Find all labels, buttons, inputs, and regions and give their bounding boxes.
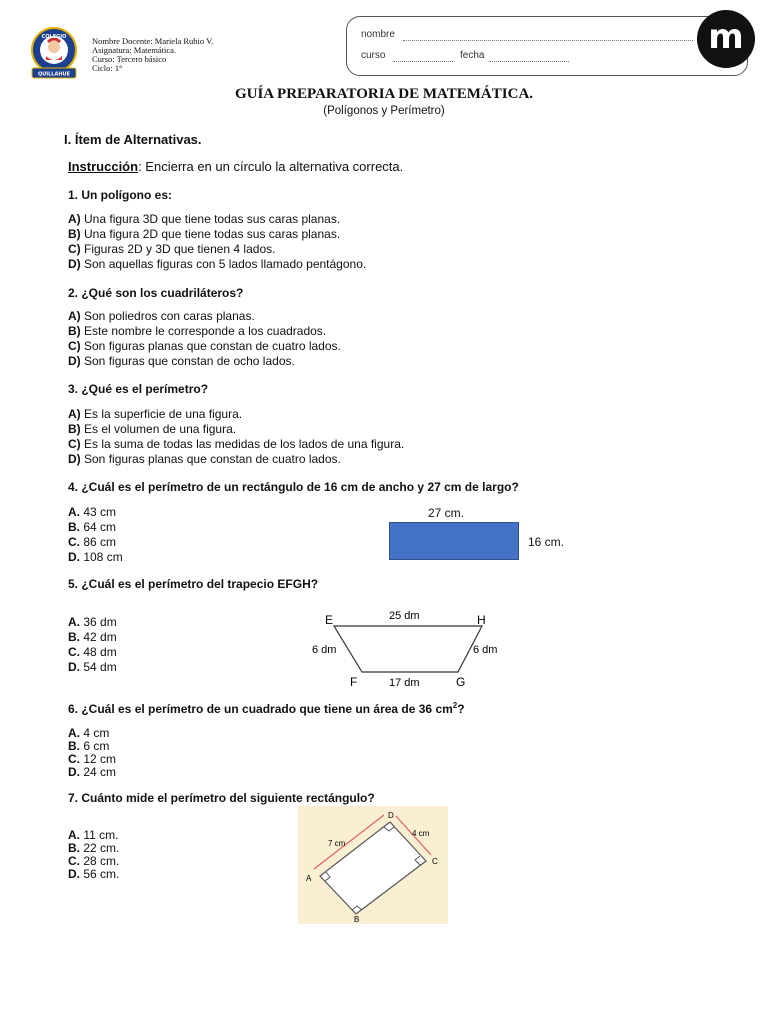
student-course-field[interactable] <box>393 61 453 62</box>
vertex-e: E <box>325 613 334 627</box>
option-2a[interactable]: A) Son poliedros con caras planas. <box>68 309 255 323</box>
student-date-field[interactable] <box>489 61 569 62</box>
question-3-options <box>68 407 404 467</box>
option-2d[interactable]: D) Son figuras que constan de ocho lados. <box>68 354 295 368</box>
brand-letter: m <box>708 17 744 57</box>
side-7cm-label: 7 cm <box>328 839 346 848</box>
question-7: 7. Cuánto mide el perímetro del siguiente rectángulo? <box>68 791 375 805</box>
logo-bottom-text: QUILLAHUE <box>37 71 71 78</box>
option-5c[interactable]: C. 48 dm <box>68 645 117 659</box>
option-3c[interactable]: C) Es la suma de todas las medidas de los lados de una figura. <box>68 437 405 451</box>
vertex-b: B <box>354 915 360 924</box>
question-4-options <box>68 505 123 565</box>
side-top-label: 25 dm <box>389 610 420 622</box>
brand-logo <box>697 10 755 68</box>
rect-width-label: 27 cm. <box>428 506 465 520</box>
subject-name: Asignatura: Matemática. <box>92 45 177 55</box>
option-6b[interactable]: B. 6 cm <box>68 739 110 753</box>
option-4d[interactable]: D. 108 cm <box>68 550 123 564</box>
student-info-box <box>346 16 748 76</box>
side-left-label: 6 dm <box>312 644 337 656</box>
question-4: 4. ¿Cuál es el perímetro de un rectángulo de 16 cm de ancho y 27 cm de largo? <box>68 480 519 494</box>
question-3: 3. ¿Qué es el perímetro? <box>68 382 209 396</box>
option-5b[interactable]: B. 42 dm <box>68 630 117 644</box>
vertex-c: C <box>432 857 438 866</box>
question-7-options <box>68 829 119 881</box>
option-3a[interactable]: A) Es la superficie de una figura. <box>68 407 243 421</box>
option-6d[interactable]: D. 24 cm <box>68 765 117 779</box>
course-name: Curso: Tercero básico <box>92 54 167 64</box>
option-3b[interactable]: B) Es el volumen de una figura. <box>68 422 237 436</box>
option-2c[interactable]: C) Son figuras planas que constan de cuatro lados. <box>68 339 341 353</box>
option-7a[interactable]: A. 11 cm. <box>68 828 119 842</box>
question-6: 6. ¿Cuál es el perímetro de un cuadrado que tiene un área de 36 $cm^2$? <box>68 701 465 716</box>
vertex-a: A <box>306 874 312 883</box>
option-4c[interactable]: C. 86 cm <box>68 535 117 549</box>
side-bottom-label: 17 dm <box>389 677 420 689</box>
question-1: 1. Un polígono es: <box>68 188 172 202</box>
vertex-d: D <box>388 811 394 820</box>
rotated-rectangle-figure <box>298 806 448 924</box>
question-1-options <box>68 212 366 272</box>
teacher-name: Nombre Docente: Mariela Rubio V. <box>92 36 214 46</box>
instruction-text: : Encierra en un círculo la alternativa correcta. <box>138 159 404 174</box>
option-3d[interactable]: D) Son figuras planas que constan de cuatro lados. <box>68 452 341 466</box>
option-7b[interactable]: B. 22 cm. <box>68 841 120 855</box>
side-4cm-label: 4 cm <box>412 829 430 838</box>
student-date-label: fecha <box>460 50 485 61</box>
vertex-g: G <box>456 675 466 689</box>
question-5-options <box>68 615 117 675</box>
student-course-label: curso <box>361 50 386 61</box>
section-heading: I. Ítem de Alternativas. <box>64 132 202 147</box>
option-1c[interactable]: C) Figuras 2D y 3D que tienen 4 lados. <box>68 242 276 256</box>
logo-top-text: COLEGIO <box>41 34 67 40</box>
question-5: 5. ¿Cuál es el perímetro del trapecio EFGH? <box>68 577 319 591</box>
page-title: GUÍA PREPARATORIA DE MATEMÁTICA. <box>234 86 534 102</box>
vertex-h: H <box>477 613 486 627</box>
option-4a[interactable]: A. 43 cm <box>68 505 117 519</box>
option-1d[interactable]: D) Son aquellas figuras con 5 lados llamado pentágono. <box>68 257 367 271</box>
side-right-label: 6 dm <box>473 644 498 656</box>
option-1a[interactable]: A) Una figura 3D que tiene todas sus caras planas. <box>68 212 341 226</box>
page-subtitle: (Polígonos y Perímetro) <box>323 105 445 117</box>
trapezoid-figure <box>300 602 520 694</box>
question-2-options <box>68 309 341 369</box>
option-5d[interactable]: D. 54 dm <box>68 660 117 674</box>
option-7c[interactable]: C. 28 cm. <box>68 854 120 868</box>
student-name-label: nombre <box>361 29 395 40</box>
instruction-label: Instrucción <box>68 159 139 174</box>
trapezoid-shape <box>334 626 482 672</box>
option-2b[interactable]: B) Este nombre le corresponde a los cuadrados. <box>68 324 327 338</box>
option-6a[interactable]: A. 4 cm <box>68 726 110 740</box>
question-2: 2. ¿Qué son los cuadriláteros? <box>68 286 244 300</box>
teacher-info <box>92 37 213 73</box>
option-6c[interactable]: C. 12 cm <box>68 752 117 766</box>
option-5a[interactable]: A. 36 dm <box>68 615 117 629</box>
school-logo <box>22 26 86 82</box>
question-6-options <box>68 727 116 779</box>
cycle-name: Ciclo: 1° <box>92 63 123 73</box>
rect-height-label: 16 cm. <box>528 535 565 549</box>
instruction <box>68 159 403 174</box>
student-name-field[interactable] <box>403 40 693 41</box>
option-4b[interactable]: B. 64 cm <box>68 520 117 534</box>
option-1b[interactable]: B) Una figura 2D que tiene todas sus caras planas. <box>68 227 341 241</box>
option-7d[interactable]: D. 56 cm. <box>68 867 120 881</box>
vertex-f: F <box>350 675 358 689</box>
blue-rectangle <box>389 522 519 560</box>
